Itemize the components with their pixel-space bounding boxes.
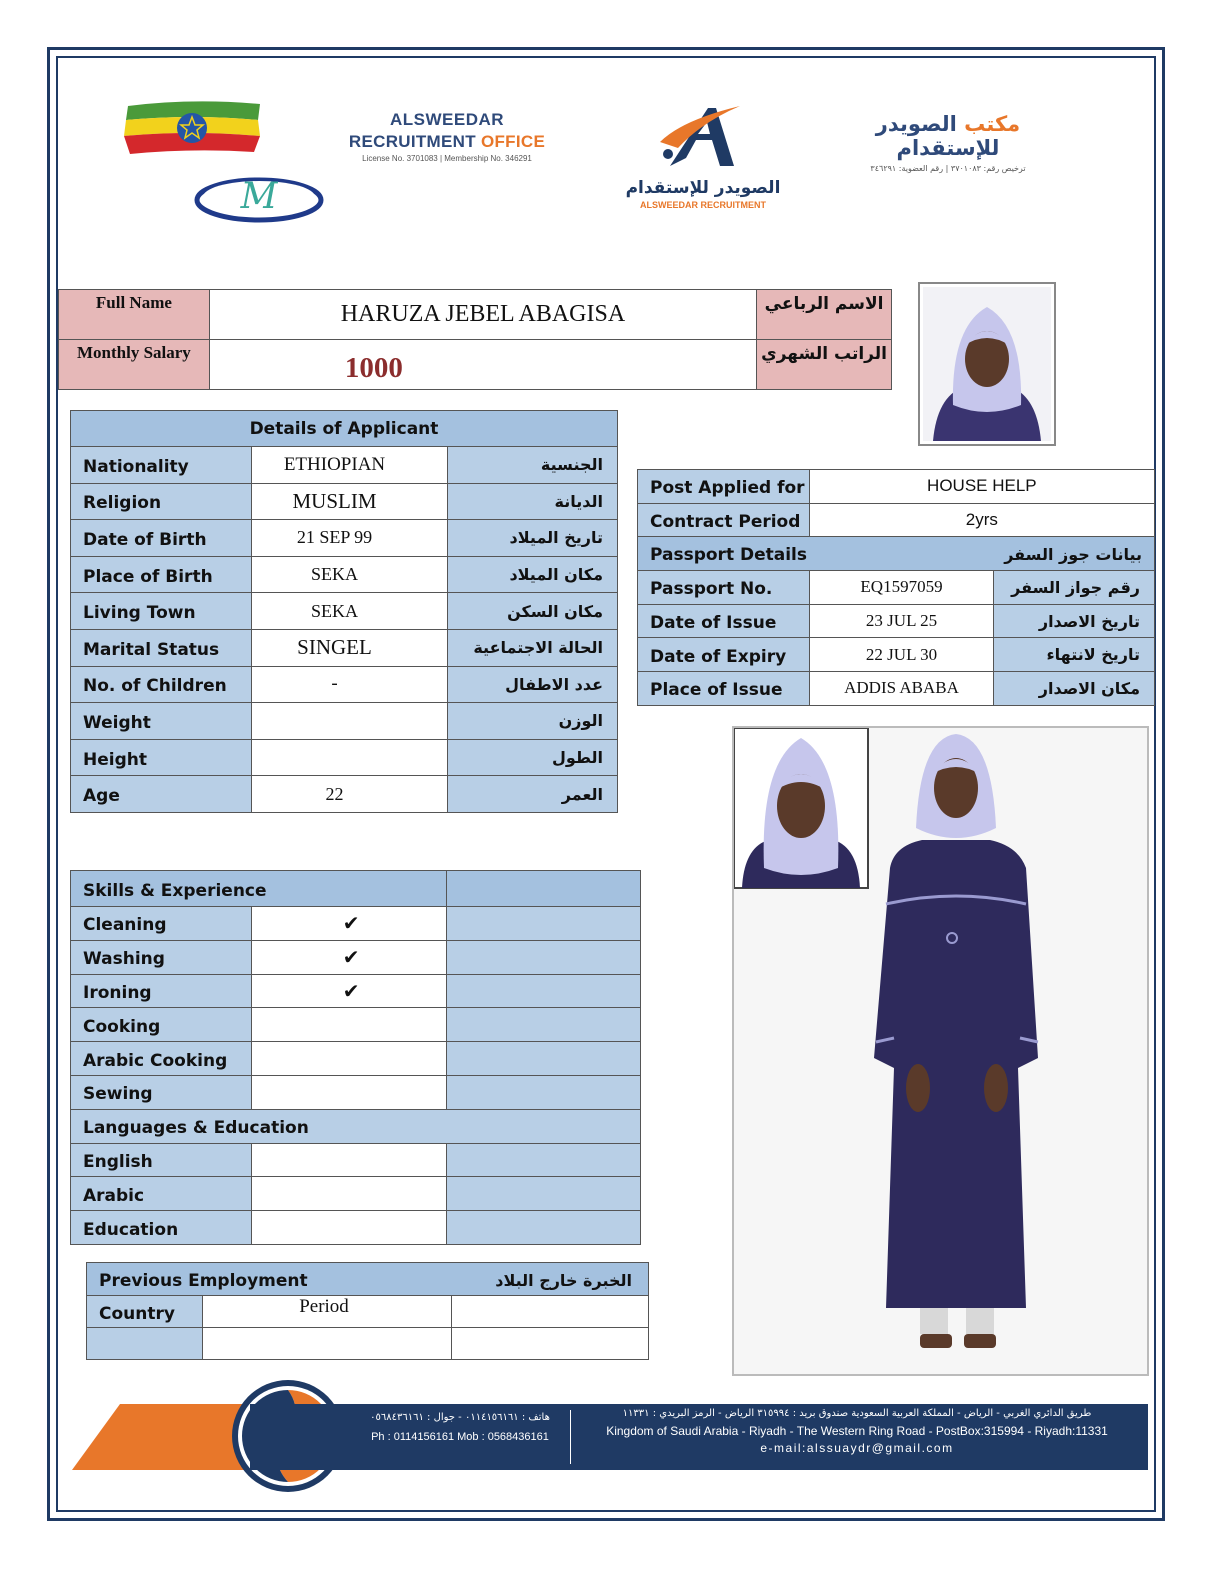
details-row xyxy=(71,520,618,557)
details-title: Details of Applicant xyxy=(71,411,618,447)
language-row xyxy=(71,1177,641,1211)
skill-row xyxy=(71,974,641,1008)
details-label: Weight xyxy=(71,703,252,740)
passport-label-ar: تاريخ لانتهاء xyxy=(994,638,1155,672)
country-label: Country xyxy=(87,1296,203,1328)
footer-address xyxy=(576,1406,1138,1468)
full-name-row xyxy=(59,290,892,340)
previous-employment-table xyxy=(86,1262,649,1360)
details-value xyxy=(252,703,448,740)
passport-row xyxy=(638,571,1155,605)
brand-ar-sub: ترخيص رقم: ٣٧٠١٠٨٣ | رقم العضوية: ٣٤٦٢٩١ xyxy=(870,164,1026,173)
details-label: Religion xyxy=(71,483,252,520)
contract-value: 2yrs xyxy=(809,503,1154,537)
skills-title: Skills & Experience xyxy=(71,871,447,907)
brand-ar-title-a: مكتب xyxy=(964,112,1021,136)
passport-row xyxy=(638,638,1155,672)
salary-label: Monthly Salary xyxy=(59,340,210,390)
details-label-ar: الطول xyxy=(448,739,618,776)
details-row xyxy=(71,483,618,520)
salary-row xyxy=(59,340,892,390)
salary-value: 1000 xyxy=(209,340,756,390)
skill-label: Cleaning xyxy=(71,907,252,941)
language-label: Arabic xyxy=(71,1177,252,1211)
logo-center-en: ALSWEEDAR RECRUITMENT xyxy=(640,200,766,210)
details-value: - xyxy=(252,666,448,703)
name-salary-table xyxy=(58,289,892,390)
passport-label: Passport No. xyxy=(638,571,810,605)
details-label: No. of Children xyxy=(71,666,252,703)
full-name-label-ar: الاسم الرباعي xyxy=(757,290,892,340)
passport-value: ADDIS ABABA xyxy=(809,672,994,706)
skill-row xyxy=(71,940,641,974)
m-logo-letter: M xyxy=(240,176,278,217)
details-row xyxy=(71,556,618,593)
details-value: 22 xyxy=(252,776,448,813)
details-row xyxy=(71,776,618,813)
skill-row xyxy=(71,1008,641,1042)
brand-ar-title-b: الصويدر للإستقدام xyxy=(875,112,1000,160)
skill-check xyxy=(251,1075,447,1109)
passport-label-ar: تاريخ الاصدار xyxy=(994,604,1155,638)
contract-label: Contract Period xyxy=(638,503,810,537)
skill-label: Ironing xyxy=(71,974,252,1008)
details-value: SEKA xyxy=(252,556,448,593)
contract-row xyxy=(638,503,1155,537)
language-check xyxy=(251,1143,447,1177)
language-check xyxy=(251,1177,447,1211)
passport-details-label-ar: بيانات جوز السفر xyxy=(1004,544,1142,564)
post-label: Post Applied for xyxy=(638,470,810,504)
salary-label-ar: الراتب الشهري xyxy=(757,340,892,390)
footer-address-en: Kingdom of Saudi Arabia - Riyadh - The Western Ring Road - PostBox:315994 - Riyadh:11331 xyxy=(606,1424,1108,1438)
previous-employment-header-row xyxy=(87,1296,649,1328)
details-label-ar: العمر xyxy=(448,776,618,813)
skill-row xyxy=(71,907,641,941)
previous-employment-title-ar: الخبرة خارج البلاد xyxy=(495,1271,632,1290)
passport-label: Place of Issue xyxy=(638,672,810,706)
language-label: Education xyxy=(71,1211,252,1245)
details-label-ar: الحالة الاجتماعية xyxy=(448,629,618,666)
skill-check: ✔ xyxy=(251,940,447,974)
details-label-ar: مكان السكن xyxy=(448,593,618,630)
brand-en-line2 xyxy=(334,132,560,152)
previous-employment-row xyxy=(87,1328,649,1360)
skill-label: Sewing xyxy=(71,1075,252,1109)
alsweedar-a-logo xyxy=(612,100,794,218)
period-label: Period xyxy=(203,1296,452,1328)
ethiopia-flag-logo xyxy=(122,98,264,160)
details-label-ar: مكان الميلاد xyxy=(448,556,618,593)
post-row xyxy=(638,470,1155,504)
language-check xyxy=(251,1211,447,1245)
portrait-photo xyxy=(918,282,1056,446)
passport-value: 23 JUL 25 xyxy=(809,604,994,638)
footer-address-ar: طريق الدائري الغربي - الرياض - المملكة العربية السعودية صندوق بريد : ٣١٥٩٩٤ الرياض - الرمز البريدي : ١١٣٣١ xyxy=(622,1408,1092,1419)
skill-check: ✔ xyxy=(251,907,447,941)
brand-ar xyxy=(822,112,1074,173)
passport-value: 22 JUL 30 xyxy=(809,638,994,672)
full-length-photo xyxy=(732,726,1149,1376)
details-label: Place of Birth xyxy=(71,556,252,593)
details-row xyxy=(71,739,618,776)
skill-row xyxy=(71,1042,641,1076)
skill-check xyxy=(251,1008,447,1042)
details-label-ar: الجنسية xyxy=(448,447,618,484)
details-value: ETHIOPIAN xyxy=(252,447,448,484)
details-label: Marital Status xyxy=(71,629,252,666)
details-row xyxy=(71,666,618,703)
languages-title: Languages & Education xyxy=(71,1109,641,1143)
skill-check: ✔ xyxy=(251,974,447,1008)
passport-value: EQ1597059 xyxy=(809,571,994,605)
passport-details-row xyxy=(638,537,1155,571)
skill-label: Washing xyxy=(71,940,252,974)
details-table xyxy=(70,410,618,813)
skill-row xyxy=(71,1075,641,1109)
footer-email: e-mail:alssuaydr@gmail.com xyxy=(760,1441,954,1455)
passport-label-ar: مكان الاصدار xyxy=(994,672,1155,706)
details-value: SEKA xyxy=(252,593,448,630)
details-row xyxy=(71,629,618,666)
language-row xyxy=(71,1143,641,1177)
passport-row xyxy=(638,672,1155,706)
language-label: English xyxy=(71,1143,252,1177)
details-label-ar: الوزن xyxy=(448,703,618,740)
logo-center-ar: الصويدر للإستقدام xyxy=(625,178,781,198)
details-value xyxy=(252,739,448,776)
skill-check xyxy=(251,1042,447,1076)
passport-label: Date of Issue xyxy=(638,604,810,638)
footer-divider xyxy=(570,1410,571,1464)
details-label: Date of Birth xyxy=(71,520,252,557)
brand-ar-title xyxy=(822,112,1074,160)
details-label: Age xyxy=(71,776,252,813)
footer-phone-ar: هاتف : ٠١١٤١٥٦١٦١ - جوال : ٠٥٦٨٤٣٦١٦١ xyxy=(370,1412,550,1423)
details-label-ar: الديانة xyxy=(448,483,618,520)
m-logo xyxy=(192,170,326,226)
full-name-value: HARUZA JEBEL ABAGISA xyxy=(209,290,756,340)
details-value: SINGEL xyxy=(252,629,448,666)
footer-phone-en: Ph : 0114156161 Mob : 0568436161 xyxy=(371,1431,549,1443)
passport-row xyxy=(638,604,1155,638)
details-label-ar: عدد الاطفال xyxy=(448,666,618,703)
details-label: Height xyxy=(71,739,252,776)
details-value: MUSLIM xyxy=(252,483,448,520)
full-name-label: Full Name xyxy=(59,290,210,340)
brand-en xyxy=(334,110,560,178)
brand-en-license: License No. 3701083 | Membership No. 346291 xyxy=(362,154,532,163)
post-passport-table xyxy=(637,469,1155,706)
passport-details-label: Passport Details xyxy=(650,544,808,565)
details-row xyxy=(71,593,618,630)
details-label: Nationality xyxy=(71,447,252,484)
previous-employment-title: Previous Employment xyxy=(99,1271,308,1291)
passport-label-ar: رقم جواز السفر xyxy=(994,571,1155,605)
brand-en-line2a: RECRUITMENT xyxy=(348,132,476,151)
footer-phone xyxy=(360,1412,560,1464)
skill-label: Cooking xyxy=(71,1008,252,1042)
details-row xyxy=(71,447,618,484)
details-row xyxy=(71,703,618,740)
skills-table xyxy=(70,870,641,1245)
skill-label: Arabic Cooking xyxy=(71,1042,252,1076)
details-value: 21 SEP 99 xyxy=(252,520,448,557)
details-label: Living Town xyxy=(71,593,252,630)
brand-en-line1: ALSWEEDAR xyxy=(389,110,505,129)
language-row xyxy=(71,1211,641,1245)
passport-label: Date of Expiry xyxy=(638,638,810,672)
brand-en-line2b: OFFICE xyxy=(480,132,546,151)
details-label-ar: تاريخ الميلاد xyxy=(448,520,618,557)
post-value: HOUSE HELP xyxy=(809,470,1154,504)
